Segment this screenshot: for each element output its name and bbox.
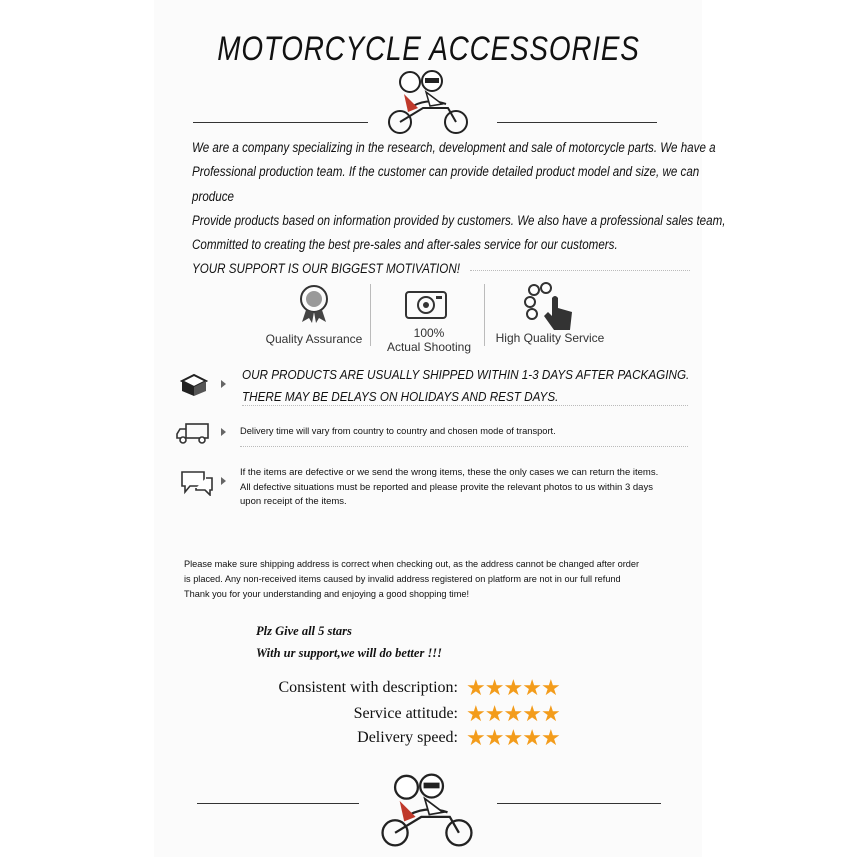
star-rating: [466, 677, 560, 699]
vertical-divider: [370, 284, 371, 346]
motorcycle-riders-icon: [370, 766, 484, 854]
dotted-divider: [470, 270, 690, 271]
star-icon: ★: [484, 725, 504, 750]
delivery-text: Delivery time will vary from country to country and chosen mode of transport.: [240, 426, 556, 436]
star-icon: ★: [503, 701, 523, 726]
divider-line: [197, 803, 359, 804]
vertical-divider: [484, 284, 485, 346]
star-icon: ★: [466, 701, 485, 726]
touch-icon: [524, 282, 576, 332]
dotted-divider: [242, 405, 688, 406]
star-icon: ★: [503, 725, 523, 750]
prompt-line: Plz Give all 5 stars: [256, 624, 352, 638]
intro-line: Professional production team. If the customer can provide detailed product model and size, we can: [192, 164, 700, 180]
notice-line: Thank you for your understanding and enjoying a good shopping time!: [184, 589, 470, 599]
rating-prompt: [256, 620, 442, 664]
feature-label: Quality Assurance: [265, 332, 363, 346]
shipping-text: [242, 364, 689, 408]
truck-icon: [176, 422, 210, 444]
star-rating: [466, 703, 560, 725]
intro-line: produce: [192, 188, 234, 204]
star-icon: ★: [484, 701, 504, 726]
star-icon: ★: [540, 701, 560, 726]
notice-line: Please make sure shipping address is correct when checking out, as the address cannot be changed after order: [184, 559, 640, 569]
star-icon: ★: [484, 675, 504, 700]
star-icon: ★: [522, 675, 541, 700]
bullet-arrow-icon: [221, 477, 226, 485]
feature-label-line: 100%: [413, 326, 445, 340]
shipping-line: OUR PRODUCTS ARE USUALLY SHIPPED WITHIN 1-3 DAYS AFTER PACKAGING.: [242, 367, 690, 382]
shipping-line: THERE MAY BE DELAYS ON HOLIDAYS AND REST DAYS.: [242, 389, 559, 404]
star-icon: ★: [540, 725, 560, 750]
bullet-arrow-icon: [221, 428, 226, 436]
intro-line: YOUR SUPPORT IS OUR BIGGEST MOTIVATION!: [192, 261, 460, 277]
divider-line: [193, 122, 368, 123]
bullet-arrow-icon: [221, 380, 226, 388]
page-title: MOTORCYCLE ACCESSORIES: [217, 30, 640, 68]
intro-line: We are a company specializing in the research, development and sale of motorcycle parts. We have a: [192, 140, 716, 155]
star-rating: [466, 727, 560, 749]
returns-text: [240, 466, 658, 510]
star-icon: ★: [540, 675, 560, 700]
star-icon: ★: [466, 725, 485, 750]
returns-line: If the items are defective or we send the wrong items, these the only cases we can return the items.: [240, 467, 659, 478]
package-icon: [180, 373, 208, 397]
star-icon: ★: [522, 701, 541, 726]
returns-line: upon receipt of the items.: [240, 496, 347, 507]
address-notice: [184, 557, 639, 602]
rating-label: Consistent with description:: [278, 679, 458, 696]
medal-icon: [296, 284, 332, 324]
star-icon: ★: [503, 675, 523, 700]
dotted-divider: [240, 446, 688, 447]
motorcycle-riders-icon: [378, 68, 478, 136]
chat-icon: [180, 470, 214, 496]
feature-label: High Quality Service: [495, 331, 605, 345]
divider-line: [497, 122, 657, 123]
prompt-line: With ur support,we will do better !!!: [256, 646, 443, 660]
notice-line: is placed. Any non-received items caused by invalid address registered on platform are not in our full refund: [184, 574, 621, 584]
rating-label: Delivery speed:: [357, 729, 458, 746]
returns-line: All defective situations must be reported and please provite the relevant photos to us within 3 days: [240, 481, 653, 493]
divider-line: [497, 803, 661, 804]
star-icon: ★: [522, 725, 541, 750]
intro-line: Provide products based on information provided by customers. We also have a professional sales team,: [192, 212, 726, 228]
star-icon: ★: [466, 675, 485, 700]
camera-icon: [404, 288, 448, 320]
intro-text: [192, 136, 726, 282]
intro-line: Committed to creating the best pre-sales and after-sales service for our customers.: [192, 237, 618, 253]
rating-label: Service attitude:: [353, 705, 458, 722]
feature-label: [380, 326, 478, 354]
feature-label-line: Actual Shooting: [386, 340, 472, 354]
